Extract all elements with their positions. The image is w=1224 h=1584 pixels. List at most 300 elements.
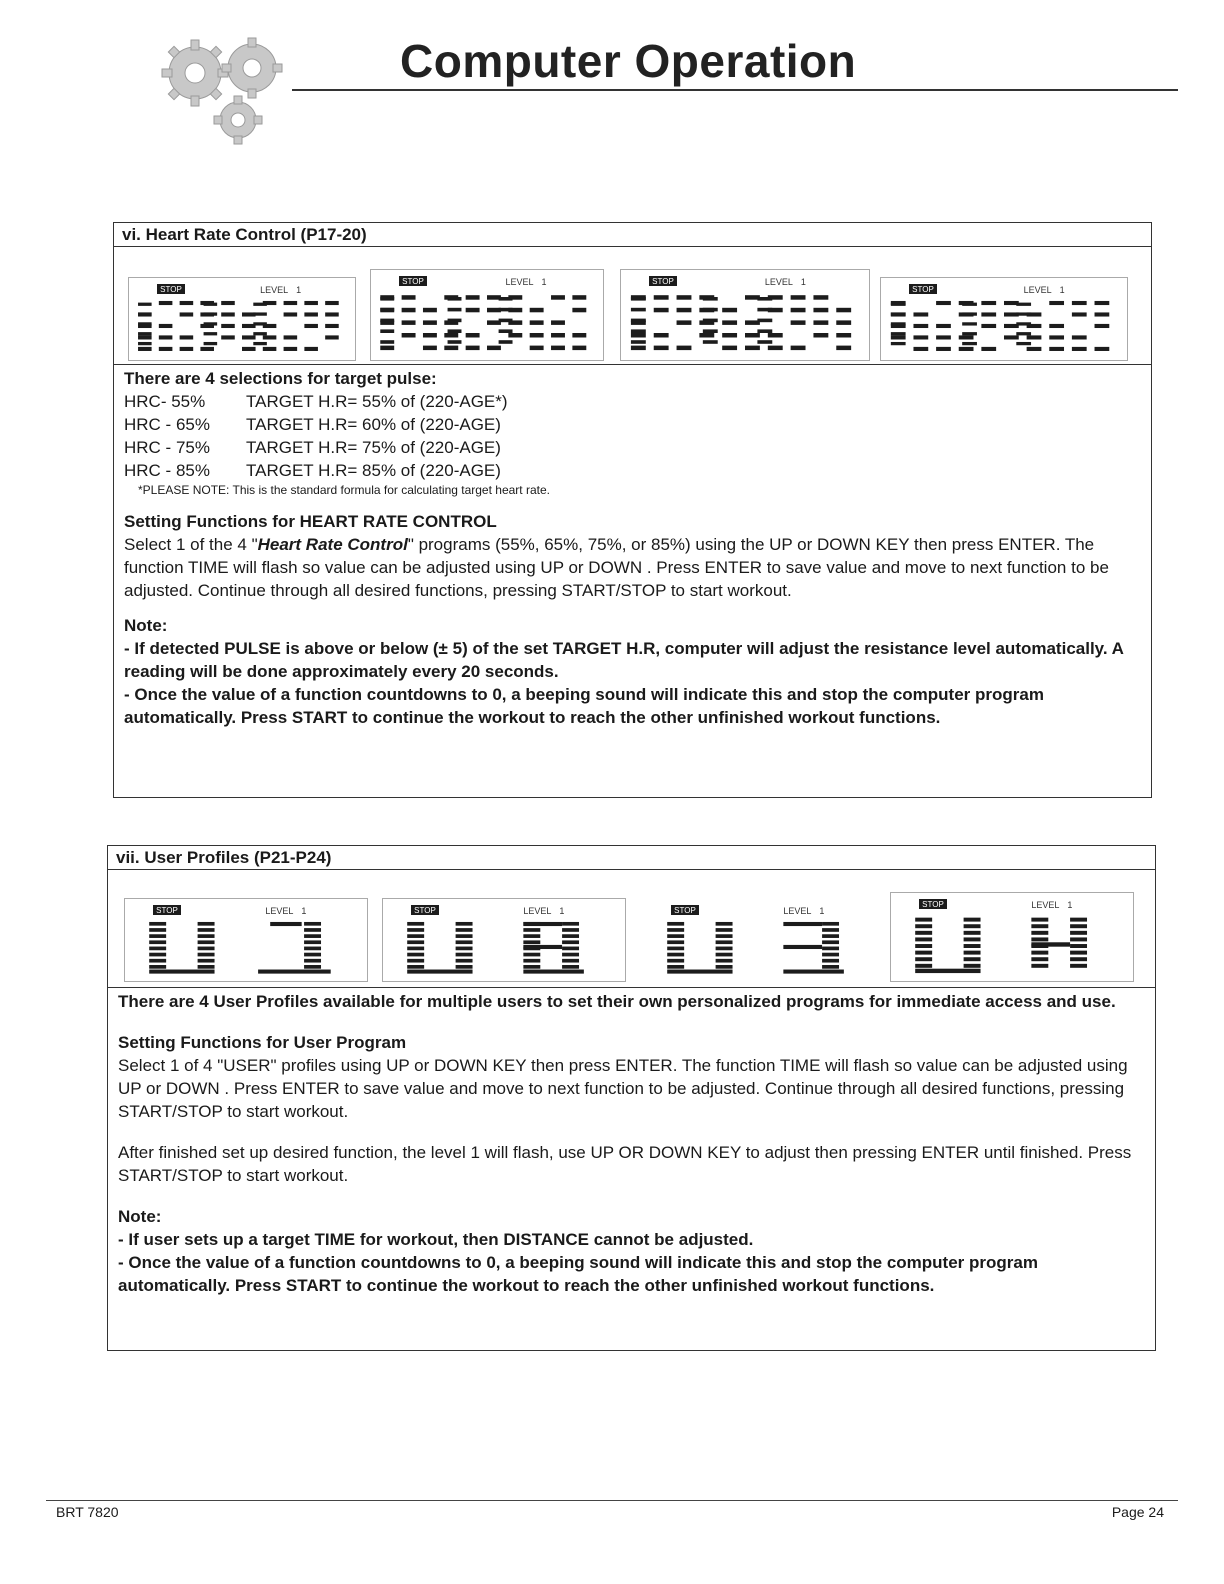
lcd-segment (936, 335, 951, 339)
user-display-4 (890, 892, 1134, 982)
lcd-segment (456, 928, 473, 932)
user-displays (108, 870, 1155, 988)
lcd-segment (1049, 324, 1064, 328)
lcd-segment (1016, 322, 1031, 325)
lcd-segment (913, 312, 928, 316)
lcd-segment (407, 922, 424, 926)
lcd-screen (125, 899, 367, 981)
lcd-segment (677, 295, 692, 300)
lcd-segment (891, 312, 906, 315)
lcd-segment (631, 297, 646, 301)
lcd-segment (981, 312, 996, 316)
lcd-segment (654, 295, 669, 300)
level-value: 1 (1059, 285, 1065, 295)
title-divider (292, 89, 1178, 91)
lcd-segment (757, 340, 772, 344)
hrc-row (124, 436, 1141, 459)
lcd-segment (523, 934, 540, 938)
lcd-segment (180, 335, 194, 339)
hrc-row-value: TARGET H.R= 60% of (220-AGE) (246, 415, 501, 434)
lcd-segment (304, 947, 321, 951)
lcd-segment (677, 346, 692, 351)
lcd-segment (1016, 312, 1031, 315)
lcd-segment (448, 319, 462, 323)
lcd-segment (304, 940, 321, 944)
lcd-segment (562, 953, 579, 957)
level-value: 1 (800, 277, 806, 287)
lcd-segment (149, 970, 214, 974)
lcd-segment (159, 335, 173, 339)
hrc-display-3 (620, 269, 870, 361)
lcd-segment (981, 301, 996, 305)
lcd-segment (964, 924, 981, 928)
lcd-segment (962, 332, 977, 335)
user-note-heading: Note: (118, 1207, 162, 1226)
lcd-segment (487, 346, 501, 351)
lcd-segment (1031, 957, 1048, 961)
lcd-segment (551, 320, 565, 325)
hrc-setting-pre: Select 1 of the 4 " (124, 535, 258, 554)
user-section (107, 845, 1156, 1351)
lcd-segment (221, 301, 235, 305)
lcd-segment (913, 335, 928, 339)
gears-icon (160, 28, 290, 148)
lcd-segment (204, 332, 218, 335)
lcd-segment (791, 308, 806, 313)
level-value: 1 (541, 277, 547, 287)
lcd-segment (822, 928, 839, 932)
lcd-segment (523, 970, 584, 974)
lcd-segment (572, 333, 586, 338)
lcd-segment (304, 934, 321, 938)
stop-label: STOP (674, 906, 696, 915)
lcd-segment (562, 965, 579, 969)
lcd-segment (716, 922, 733, 926)
lcd-segment (703, 308, 718, 312)
lcd-segment (523, 947, 540, 951)
lcd-segment (915, 924, 932, 928)
lcd-segment (423, 346, 437, 351)
lcd-segment (523, 922, 540, 926)
lcd-segment (253, 303, 267, 306)
hrc-intro: There are 4 selections for target pulse: (124, 369, 437, 388)
hrc-row-value: TARGET H.R= 55% of (220-AGE*) (246, 392, 508, 411)
lcd-segment (198, 922, 215, 926)
lcd-segment (523, 959, 540, 963)
lcd-segment (198, 953, 215, 957)
lcd-segment (836, 333, 851, 338)
hrc-content (114, 365, 1151, 729)
lcd-segment (964, 957, 981, 961)
lcd-segment (456, 953, 473, 957)
lcd-segment (456, 940, 473, 944)
lcd-segment (757, 319, 772, 323)
lcd-segment (813, 295, 828, 300)
lcd-segment (716, 953, 733, 957)
lcd-segment (304, 347, 318, 351)
lcd-segment (402, 333, 416, 338)
lcd-segment (258, 970, 331, 974)
lcd-segment (959, 335, 974, 339)
lcd-segment (242, 335, 256, 339)
lcd-segment (138, 347, 152, 351)
lcd-segment (768, 333, 783, 338)
stop-label: STOP (922, 900, 944, 909)
level-label: LEVEL (1023, 285, 1052, 295)
lcd-segment (915, 969, 980, 973)
lcd-segment (304, 928, 321, 932)
lcd-segment (1031, 942, 1070, 946)
lcd-segment (572, 295, 586, 300)
user-display-1 (124, 898, 368, 982)
lcd-segment (783, 970, 844, 974)
lcd-segment (551, 333, 565, 338)
lcd-segment (198, 947, 215, 951)
lcd-segment (654, 346, 669, 351)
lcd-segment (703, 319, 718, 323)
user-display-2 (382, 898, 626, 982)
lcd-segment (964, 931, 981, 935)
hrc-row-label: HRC - 75% (124, 438, 210, 457)
lcd-segment (180, 312, 194, 316)
lcd-segment (448, 329, 462, 333)
lcd-segment (499, 308, 513, 312)
lcd-segment (284, 335, 298, 339)
lcd-segment (304, 953, 321, 957)
lcd-segment (448, 297, 462, 301)
lcd-segment (263, 347, 277, 351)
hrc-row-label: HRC - 85% (124, 461, 210, 480)
lcd-segment (1031, 964, 1048, 968)
lcd-segment (1031, 918, 1048, 922)
lcd-segment (551, 295, 565, 300)
level-label: LEVEL (1031, 900, 1060, 910)
lcd-segment (1070, 918, 1087, 922)
lcd-segment (722, 320, 737, 325)
level-label: LEVEL (505, 277, 534, 287)
lcd-segment (444, 346, 458, 351)
lcd-segment (530, 333, 544, 338)
lcd-segment (1095, 324, 1110, 328)
lcd-segment (836, 320, 851, 325)
lcd-segment (964, 937, 981, 941)
lcd-segment (138, 322, 152, 325)
lcd-segment (204, 303, 218, 306)
lcd-segment (631, 308, 646, 312)
lcd-segment (138, 332, 152, 335)
lcd-segment (959, 347, 974, 351)
level-label: LEVEL (260, 285, 289, 295)
lcd-segment (703, 297, 718, 301)
lcd-segment (423, 333, 437, 338)
lcd-segment (703, 340, 718, 344)
lcd-segment (783, 945, 822, 949)
lcd-segment (667, 965, 684, 969)
lcd-segment (149, 959, 166, 963)
lcd-segment (456, 965, 473, 969)
stop-label: STOP (652, 277, 674, 286)
lcd-segment (466, 308, 480, 313)
lcd-segment (745, 333, 760, 338)
lcd-segment (913, 324, 928, 328)
lcd-segment (1095, 301, 1110, 305)
lcd-segment (631, 340, 646, 344)
footer-model: BRT 7820 (56, 1504, 119, 1520)
lcd-segment (149, 940, 166, 944)
level-label: LEVEL (764, 277, 793, 287)
stop-label: STOP (414, 906, 436, 915)
hrc-note-1: - If detected PULSE is above or below (± 5) of the set TARGET H.R, computer will adjust the resistance level automatically. A reading will be done approximately every 20 seconds. (124, 639, 1124, 681)
hrc-display-4 (880, 277, 1128, 361)
lcd-segment (562, 922, 579, 926)
lcd-segment (791, 320, 806, 325)
lcd-segment (1070, 931, 1087, 935)
lcd-segment (964, 944, 981, 948)
lcd-segment (1031, 951, 1048, 955)
lcd-segment (631, 346, 646, 351)
lcd-segment (667, 970, 732, 974)
lcd-segment (530, 308, 544, 313)
lcd-segment (783, 922, 822, 926)
user-display-3 (642, 898, 886, 982)
lcd-segment (722, 308, 737, 313)
lcd-segment (499, 329, 513, 333)
lcd-segment (499, 319, 513, 323)
lcd-segment (667, 940, 684, 944)
lcd-segment (791, 295, 806, 300)
lcd-segment (523, 953, 540, 957)
hrc-display-1 (128, 277, 356, 361)
hrc-row-value: TARGET H.R= 75% of (220-AGE) (246, 438, 501, 457)
lcd-segment (325, 324, 339, 328)
hrc-row (124, 390, 1141, 413)
lcd-segment (325, 312, 339, 316)
lcd-segment (499, 340, 513, 344)
user-note-2: - Once the value of a function countdowns to 0, a beeping sound will indicate this and stop the computer program automatically. Press START to continue the workout to reach the other unfinished workout functions. (118, 1253, 1038, 1295)
lcd-segment (402, 320, 416, 325)
lcd-segment (836, 346, 851, 351)
lcd-segment (667, 922, 684, 926)
user-setting-text: Select 1 of 4 "USER" profiles using UP or DOWN KEY then press ENTER. The function TIME will flash so value can be adjusted using UP or DOWN . Press ENTER to save value and move to next function to be adjusted. Continue through all desired functions, pressing START/STOP to start workout. (118, 1056, 1128, 1121)
lcd-segment (1070, 957, 1087, 961)
lcd-segment (380, 346, 394, 351)
hrc-row-value: TARGET H.R= 85% of (220-AGE) (246, 461, 501, 480)
lcd-segment (304, 312, 318, 316)
lcd-segment (204, 312, 218, 315)
hrc-note-heading: Note: (124, 616, 168, 635)
lcd-segment (180, 301, 194, 305)
lcd-segment (1004, 335, 1019, 339)
lcd-segment (1016, 303, 1031, 306)
lcd-segment (822, 934, 839, 938)
lcd-segment (962, 303, 977, 306)
lcd-segment (221, 312, 235, 316)
lcd-segment (138, 312, 152, 315)
lcd-segment (263, 335, 277, 339)
lcd-segment (915, 957, 932, 961)
lcd-segment (891, 342, 906, 345)
lcd-segment (253, 322, 267, 325)
level-label: LEVEL (265, 906, 294, 916)
lcd-segment (200, 347, 214, 351)
lcd-screen (881, 278, 1127, 360)
lcd-segment (822, 947, 839, 951)
lcd-segment (198, 965, 215, 969)
lcd-segment (407, 970, 472, 974)
lcd-segment (530, 320, 544, 325)
lcd-segment (380, 319, 394, 323)
user-after-text: After finished set up desired function, the level 1 will flash, use UP OR DOWN KEY to adjust then pressing ENTER until finished. Press START/STOP to start workout. (118, 1143, 1132, 1185)
lcd-segment (891, 322, 906, 325)
lcd-segment (284, 301, 298, 305)
lcd-segment (722, 333, 737, 338)
lcd-segment (562, 928, 579, 932)
lcd-segment (444, 333, 458, 338)
lcd-segment (380, 340, 394, 344)
lcd-segment (1016, 342, 1031, 345)
lcd-segment (380, 297, 394, 301)
lcd-segment (667, 928, 684, 932)
lcd-segment (523, 940, 540, 944)
lcd-segment (407, 940, 424, 944)
lcd-segment (913, 347, 928, 351)
hrc-section (113, 222, 1152, 798)
lcd-segment (304, 959, 321, 963)
lcd-segment (1049, 347, 1064, 351)
lcd-segment (1072, 335, 1087, 339)
lcd-screen (383, 899, 625, 981)
lcd-segment (915, 944, 932, 948)
lcd-segment (198, 959, 215, 963)
lcd-segment (631, 329, 646, 333)
hrc-note-2: - Once the value of a function countdowns to 0, a beeping sound will indicate this and stop the computer program automatically. Press START to continue the workout to reach the other unfinished workout functions. (124, 685, 1044, 727)
lcd-segment (304, 922, 321, 926)
lcd-segment (1095, 312, 1110, 316)
lcd-segment (699, 333, 714, 338)
user-setting-heading: Setting Functions for User Program (118, 1033, 407, 1052)
lcd-segment (159, 324, 173, 328)
user-section-heading: vii. User Profiles (P21-P24) (108, 846, 1155, 870)
lcd-segment (703, 329, 718, 333)
stop-label: STOP (912, 285, 934, 294)
lcd-segment (822, 965, 839, 969)
lcd-segment (407, 959, 424, 963)
lcd-segment (915, 964, 932, 968)
lcd-segment (716, 928, 733, 932)
lcd-segment (677, 308, 692, 313)
lcd-segment (456, 922, 473, 926)
lcd-segment (149, 953, 166, 957)
lcd-segment (722, 346, 737, 351)
lcd-segment (631, 333, 646, 338)
lcd-segment (1016, 332, 1031, 335)
lcd-segment (448, 308, 462, 312)
lcd-segment (149, 928, 166, 932)
lcd-segment (562, 959, 579, 963)
lcd-segment (466, 346, 480, 351)
lcd-segment (221, 335, 235, 339)
lcd-segment (1049, 335, 1064, 339)
lcd-segment (667, 934, 684, 938)
hrc-setting-text (124, 533, 1141, 602)
lcd-segment (159, 301, 173, 305)
lcd-segment (402, 295, 416, 300)
lcd-segment (936, 301, 951, 305)
lcd-segment (284, 312, 298, 316)
level-value: 1 (1067, 900, 1073, 910)
hrc-row-label: HRC - 65% (124, 415, 210, 434)
lcd-segment (667, 947, 684, 951)
lcd-segment (962, 342, 977, 345)
level-value: 1 (819, 906, 825, 916)
lcd-segment (964, 918, 981, 922)
lcd-segment (768, 346, 783, 351)
lcd-screen (371, 270, 603, 360)
lcd-segment (1070, 951, 1087, 955)
lcd-segment (677, 320, 692, 325)
lcd-segment (448, 340, 462, 344)
lcd-segment (523, 965, 540, 969)
lcd-segment (499, 297, 513, 301)
lcd-segment (822, 959, 839, 963)
lcd-segment (1031, 937, 1048, 941)
stop-label: STOP (156, 906, 178, 915)
lcd-segment (138, 342, 152, 345)
lcd-segment (915, 937, 932, 941)
lcd-segment (1070, 964, 1087, 968)
stop-label: STOP (160, 285, 182, 294)
lcd-segment (1072, 347, 1087, 351)
lcd-segment (757, 329, 772, 333)
lcd-segment (822, 922, 839, 926)
lcd-segment (1027, 347, 1042, 351)
lcd-segment (891, 332, 906, 335)
lcd-segment (1072, 301, 1087, 305)
level-value: 1 (301, 906, 307, 916)
lcd-segment (204, 322, 218, 325)
lcd-screen (129, 278, 355, 360)
lcd-segment (508, 333, 522, 338)
lcd-segment (1070, 944, 1087, 948)
lcd-segment (138, 303, 152, 306)
lcd-segment (304, 301, 318, 305)
lcd-segment (757, 308, 772, 312)
lcd-segment (716, 965, 733, 969)
lcd-segment (523, 928, 540, 932)
lcd-segment (407, 947, 424, 951)
lcd-segment (836, 308, 851, 313)
lcd-segment (456, 959, 473, 963)
lcd-segment (466, 295, 480, 300)
lcd-segment (407, 953, 424, 957)
user-intro: There are 4 User Profiles available for multiple users to set their own personalized programs for immediate access and use. (118, 992, 1116, 1011)
lcd-segment (402, 308, 416, 313)
lcd-segment (813, 320, 828, 325)
lcd-screen (891, 893, 1133, 981)
hrc-display-2 (370, 269, 604, 361)
lcd-screen (643, 899, 885, 981)
hrc-setting-post: " programs (55%, 65%, 75%, or 85%) using the UP or DOWN KEY then press ENTER. The function TIME will flash so value can be adjusted using UP or DOWN . Press ENTER to save value and move to next function to be adjusted. Continue through all desired functions, pressing START/STOP to start workout. (124, 535, 1109, 600)
lcd-segment (822, 940, 839, 944)
lcd-segment (149, 922, 166, 926)
lcd-segment (149, 965, 166, 969)
lcd-segment (654, 308, 669, 313)
level-label: LEVEL (523, 906, 552, 916)
lcd-segment (936, 324, 951, 328)
lcd-segment (380, 329, 394, 333)
hrc-setting-heading: Setting Functions for HEART RATE CONTROL (124, 512, 497, 531)
page-title: Computer Operation (400, 35, 857, 87)
